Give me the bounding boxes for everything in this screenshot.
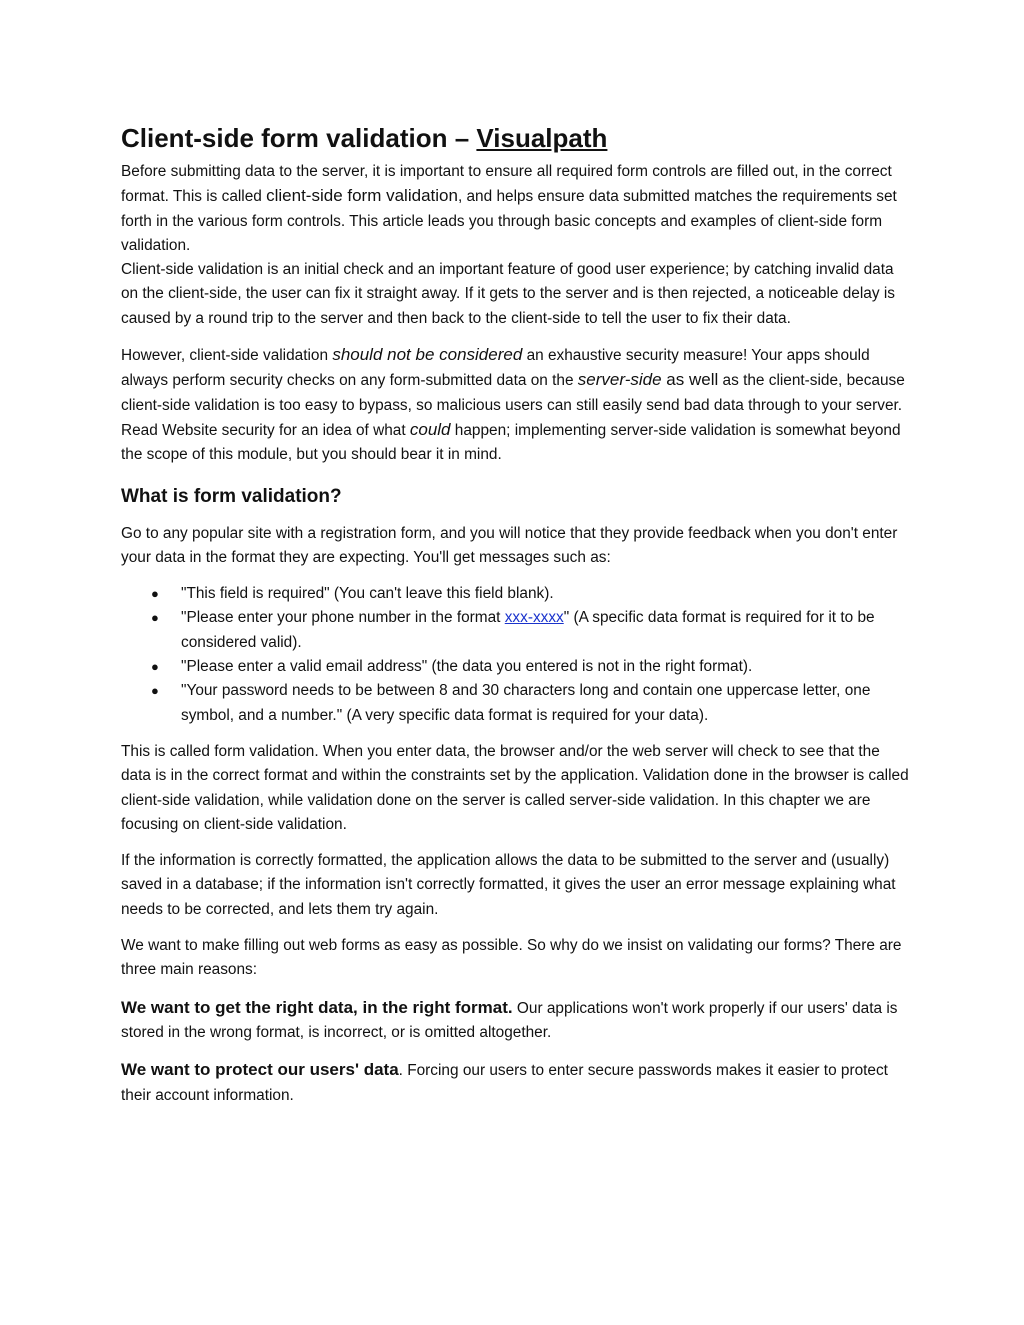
list-item-text-b: " (A specific data format is required for it to be considered valid). xyxy=(181,609,875,651)
list-item xyxy=(121,606,911,655)
intro-p3-text-b: an exhaustive security measure! Your apps should always perform security checks on any form-submitted data on the xyxy=(121,347,870,390)
reason-2-text: . Forcing our users to enter secure passwords makes it easier to protect their account information. xyxy=(121,1062,888,1104)
intro-p3-emphasis-3: could xyxy=(409,419,451,439)
intro-paragraph-2: Client-side validation is an initial check and an important feature of good user experience; by catching invalid data on the client-side, the user can fix it straight away. If it gets to the server and is then rejected, a noticeable delay is caused by a round trip to the server and then back to the client-side to tell the user to fix their data. xyxy=(121,261,895,327)
bullet-icon: ● xyxy=(151,610,159,626)
format-link[interactable]: xxx-xxxx xyxy=(504,609,564,627)
document-page xyxy=(121,118,911,1108)
bullet-icon: ● xyxy=(151,659,159,675)
section-paragraph-2: This is called form validation. When you enter data, the browser and/or the web server will check to see that the data is in the correct format and within the constraints set by the application. Validation done in the browser is called client-side validation, while validation done on the server is called server-side validation. In this chapter we are focusing on client-side validation. xyxy=(121,742,909,833)
list-item-text: "Your password needs to be between 8 and 30 characters long and contain one uppercase letter, one symbol, and a number." (A very specific data format is required for your data). xyxy=(181,682,871,724)
list-item-text: "Please enter a valid email address" (the data you entered is not in the right format). xyxy=(181,658,753,676)
list-item-text-a: "Please enter your phone number in the format xyxy=(181,609,505,627)
reason-1-text: Our applications won't work properly if our users' data is stored in the wrong format, is incorrect, or is omitted altogether. xyxy=(121,999,898,1041)
section-heading: What is form validation? xyxy=(121,485,342,507)
list-item xyxy=(121,679,911,728)
page-title xyxy=(121,118,911,158)
section-paragraph-1: Go to any popular site with a registration form, and you will notice that they provide feedback when you don't enter your data in the format they are expecting. You'll get messages such as: xyxy=(121,524,898,566)
intro-p1-term: client-side form validation xyxy=(266,186,458,206)
bullet-icon: ● xyxy=(151,586,159,602)
intro-p3-text-e: happen; implementing server-side validation is somewhat beyond the scope of this module, but you should bear it in mind. xyxy=(121,421,901,464)
intro-p3-emphasis-2: server-side xyxy=(577,370,662,390)
intro-p3-text-d: as the client-side, because client-side validation is too easy to bypass, so malicious users can still easily send bad data through to your server. Read Website security for an idea of what xyxy=(121,372,905,439)
list-item xyxy=(121,582,911,606)
reason-paragraph-2 xyxy=(121,1058,911,1108)
intro-paragraph-3 xyxy=(121,343,911,467)
title-brand-link[interactable]: Visualpath xyxy=(476,123,608,153)
reason-1-bold: We want to get the right data, in the right format. xyxy=(121,997,513,1017)
bullet-icon: ● xyxy=(151,683,159,699)
intro-p3-text-c: as well xyxy=(661,370,719,390)
section-paragraph-4: We want to make filling out web forms as easy as possible. So why do we insist on validating our forms? There are three main reasons: xyxy=(121,937,902,979)
intro-p3-emphasis-1: should not be considered xyxy=(332,345,523,365)
section-paragraph-3: If the information is correctly formatted, the application allows the data to be submitted to the server and (usually) saved in a database; if the information isn't correctly formatted, it gives the user an error message explaining what needs to be corrected, and lets them try again. xyxy=(121,852,896,918)
reason-paragraph-1 xyxy=(121,996,911,1046)
title-prefix: Client-side form validation – xyxy=(121,123,477,153)
validation-messages-list xyxy=(121,582,911,728)
reason-2-bold: We want to protect our users' data xyxy=(121,1060,399,1080)
intro-paragraph-1 xyxy=(121,160,911,258)
intro-p1-text-a: Before submitting data to the server, it is important to ensure all required form controls are filled out, in the correct format. This is called xyxy=(121,163,892,206)
intro-p3-text-a: However, client-side validation xyxy=(121,347,333,365)
intro-p1-text-b: , and helps ensure data submitted matches the requirements set forth in the various form controls. This article leads you through basic concepts and examples of client-side form validation. xyxy=(121,188,897,254)
list-item xyxy=(121,655,911,679)
list-item-text: "This field is required" (You can't leave this field blank). xyxy=(181,585,554,603)
